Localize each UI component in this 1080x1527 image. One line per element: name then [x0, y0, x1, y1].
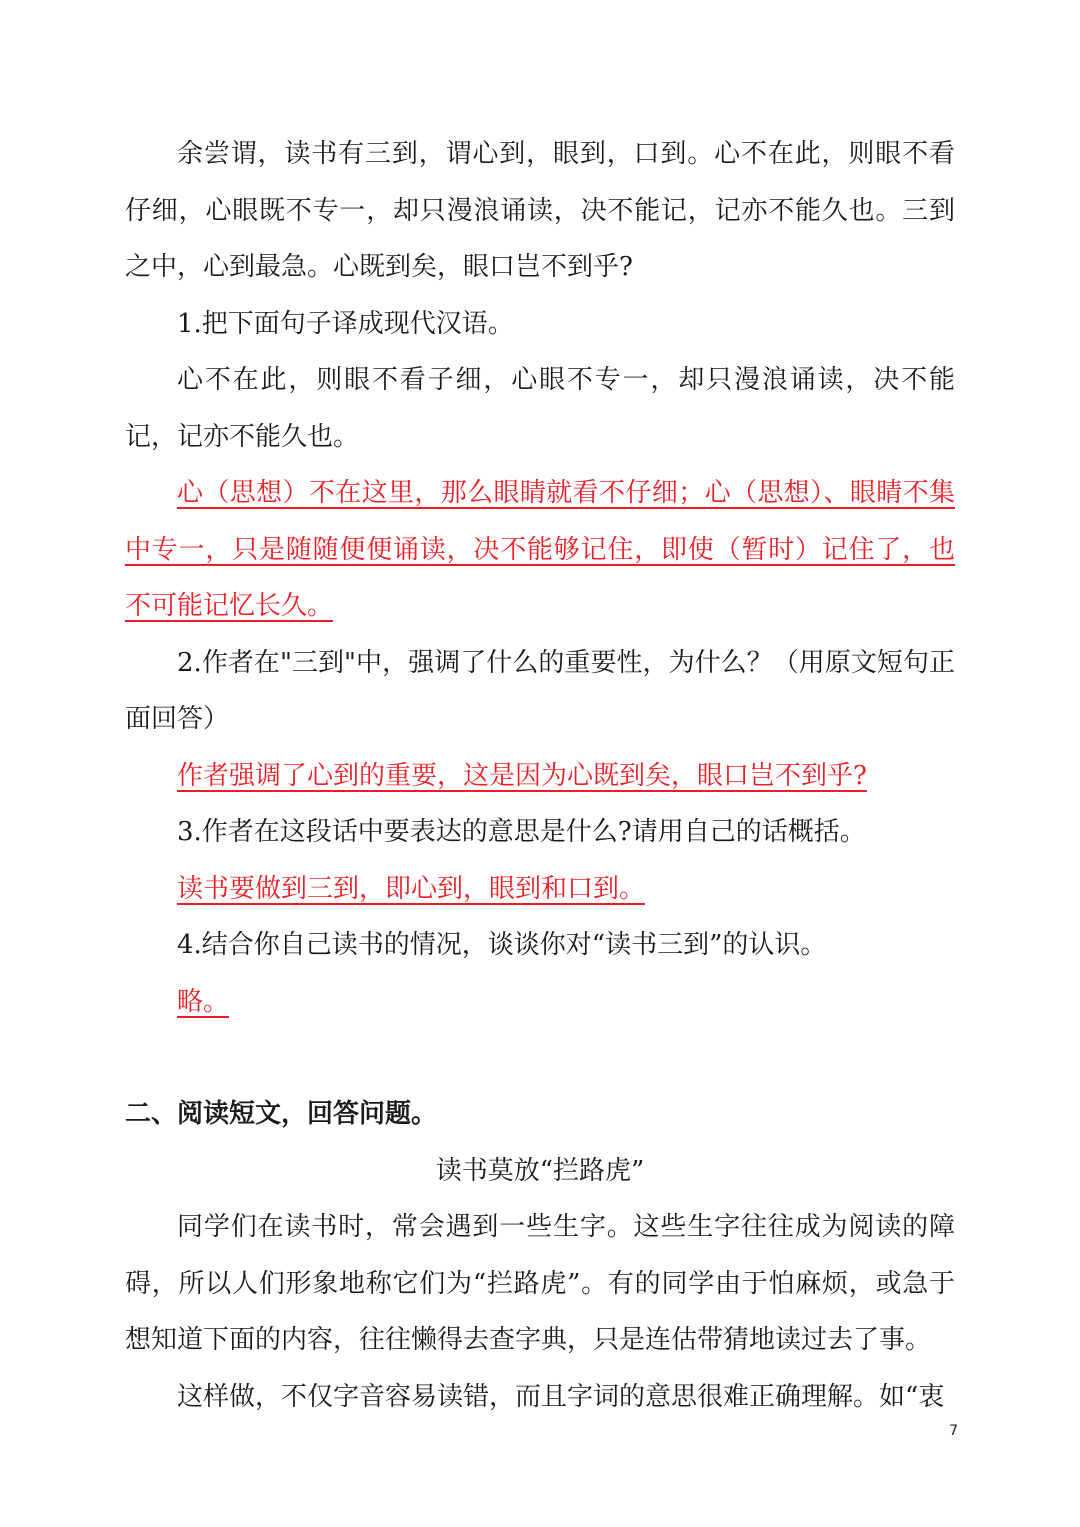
- answer-3-text: 读书要做到三到，即心到，眼到和口到。: [177, 873, 646, 904]
- answer-4: [125, 974, 955, 1031]
- page-number: 7: [949, 1423, 958, 1439]
- article-paragraph-1: 同学们在读书时，常会遇到一些生字。这些生字往往成为阅读的障碍，所以人们形象地称它们为“拦路虎”。有的同学由于怕麻烦，或急于想知道下面的内容，往往懒得去查字典，只是连估带猜地读过去了事。: [125, 1212, 955, 1355]
- answer-1-text: 心（思想）不在这里，那么眼睛就看不仔细；心（思想）、眼睛不集中专一，只是随随便便诵读，决不能够记住，即使（暂时）记住了，也不可能记忆长久。: [125, 478, 955, 621]
- answer-1: [125, 465, 955, 635]
- article-title: 读书莫放“拦路虎”: [435, 1155, 645, 1186]
- question-4: 4.结合你自己读书的情况，谈谈你对“读书三到”的认识。: [177, 930, 827, 960]
- answer-4-text: 略。: [177, 986, 230, 1017]
- question-3: 3.作者在这段话中要表达的意思是什么?请用自己的话概括。: [177, 817, 866, 847]
- article-paragraph-2: 这样做，不仅字音容易读错，而且字词的意思很难正确理解。如“衷: [177, 1381, 945, 1412]
- answer-3: [125, 861, 955, 918]
- passage-paragraph: 余尝谓，读书有三到，谓心到，眼到，口到。心不在此，则眼不看仔细，心眼既不专一，却只漫浪诵读，决不能记，记亦不能久也。三到之中，心到最急。心既到矣，眼口岂不到乎?: [125, 139, 955, 282]
- question-1-sentence: 心不在此，则眼不看子细，心眼不专一，却只漫浪诵读，决不能记，记亦不能久也。: [125, 365, 955, 452]
- question-1: 1.把下面句子译成现代汉语。: [177, 308, 514, 339]
- question-2: 2.作者在"三到"中，强调了什么的重要性，为什么？（用原文短句正面回答）: [125, 647, 955, 734]
- answer-2: [125, 748, 955, 805]
- section-2-heading: 二、阅读短文，回答问题。: [125, 1099, 438, 1129]
- answer-2-text: 作者强调了心到的重要，这是因为心既到矣，眼口岂不到乎?: [177, 760, 867, 791]
- page-content: [125, 126, 955, 1425]
